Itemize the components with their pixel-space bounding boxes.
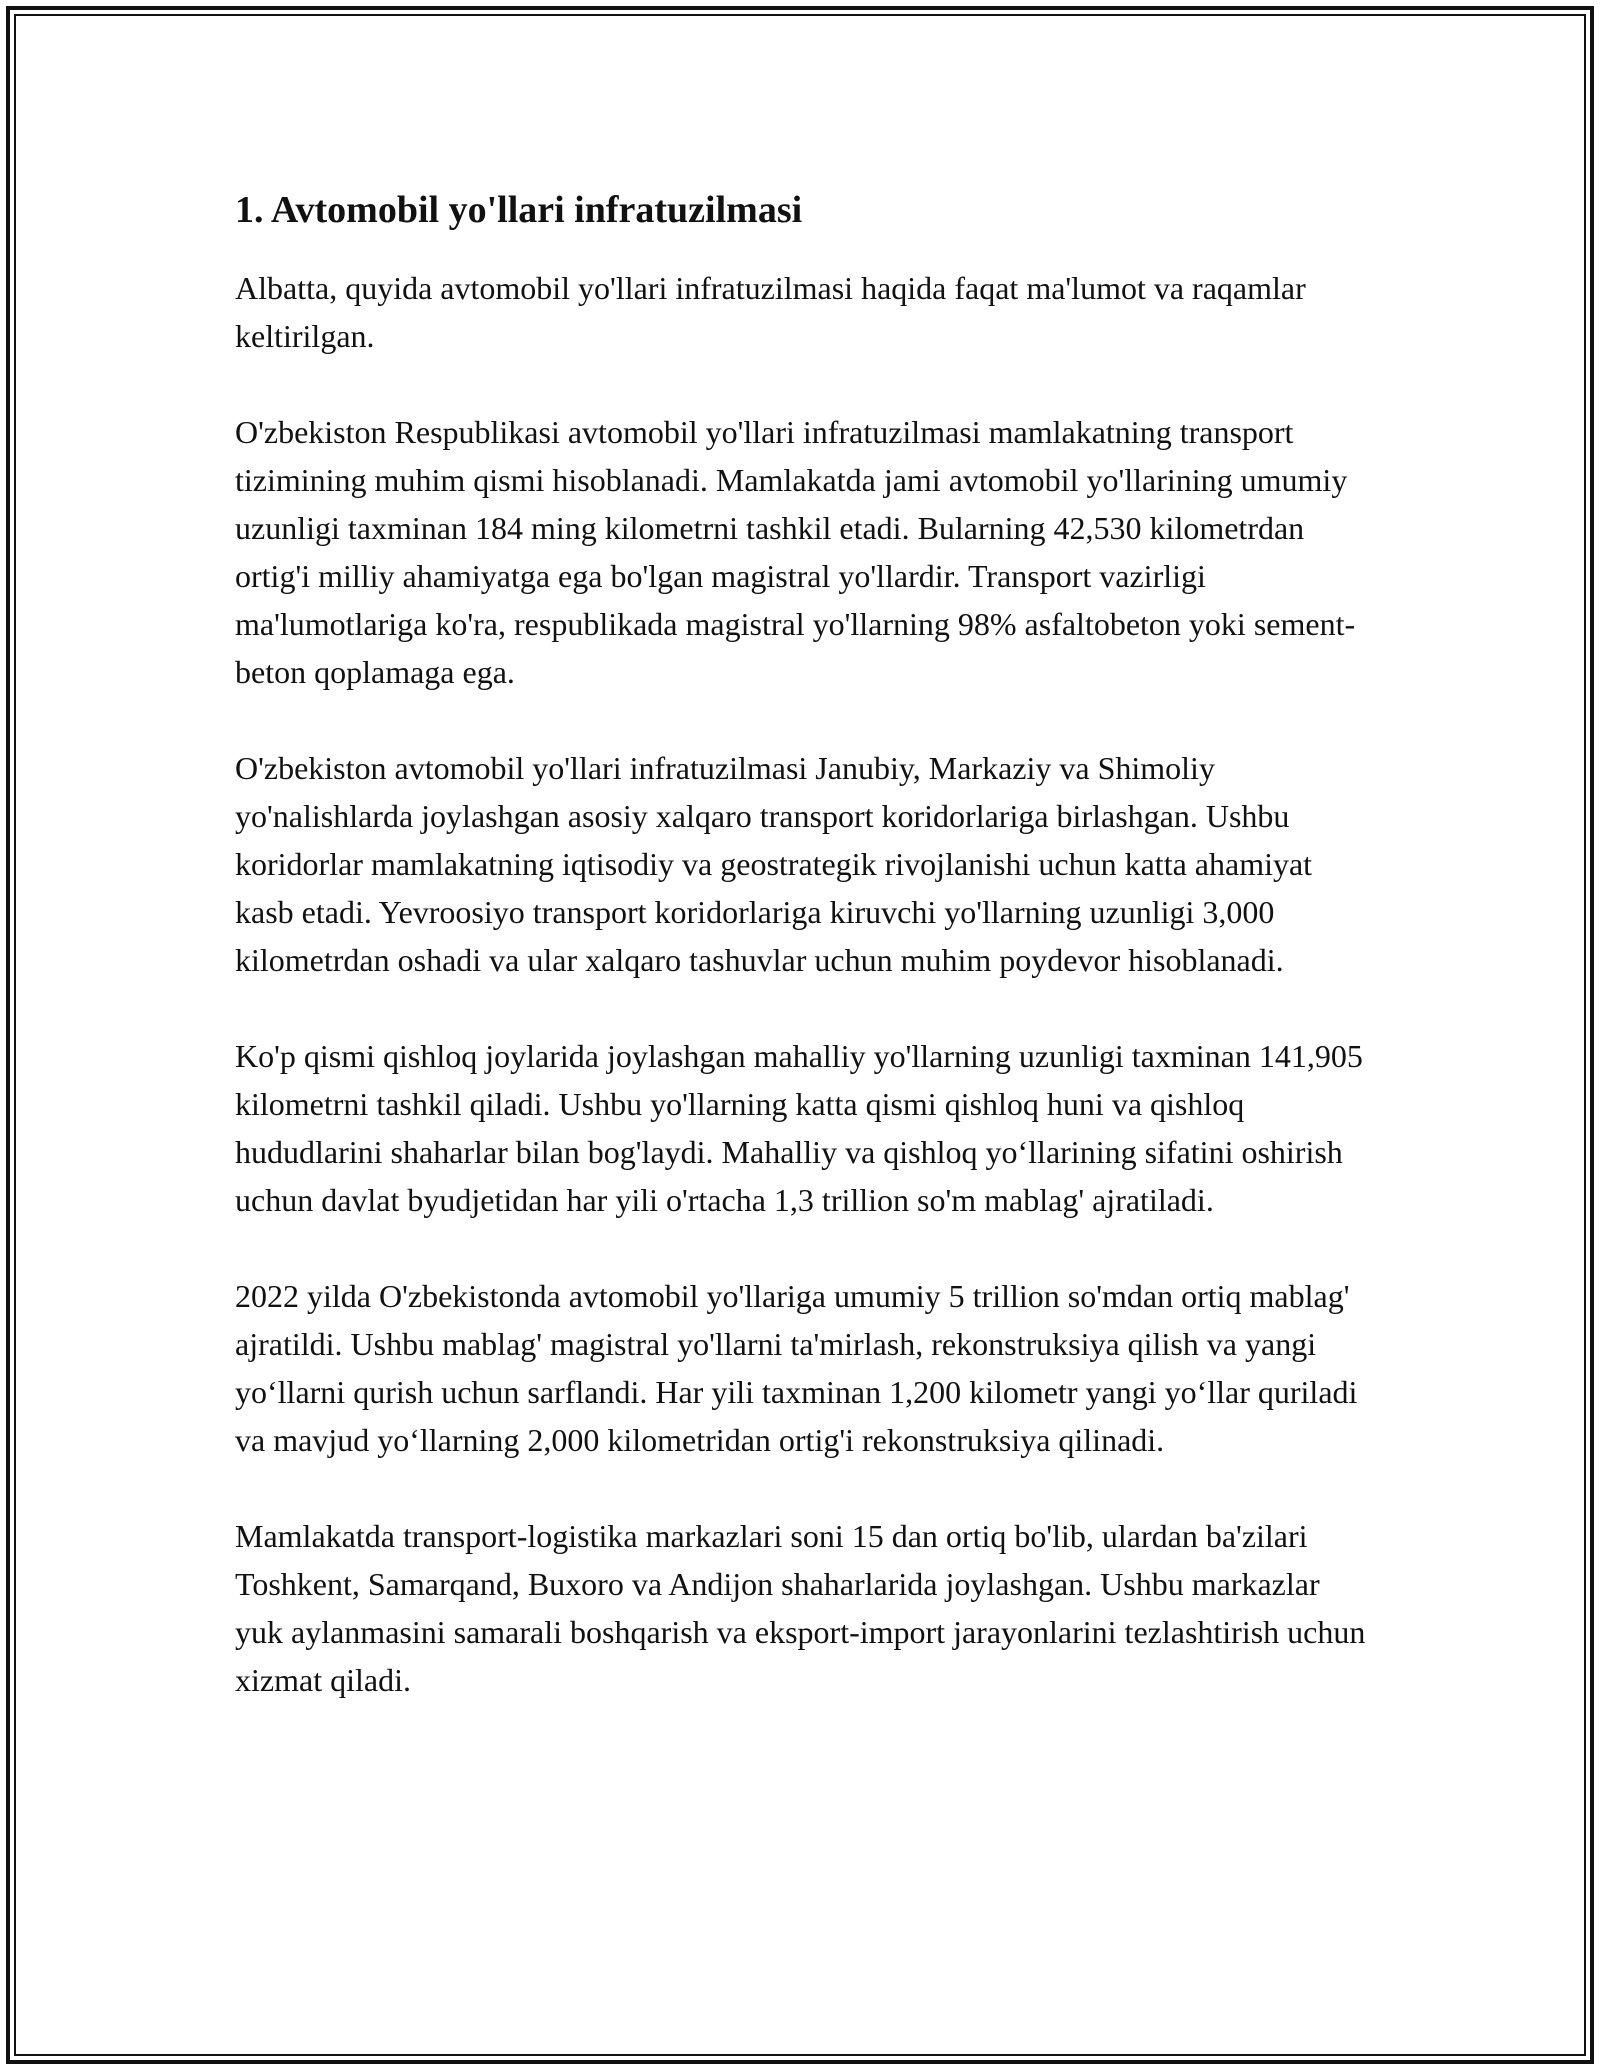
section-heading: 1. Avtomobil yo'llari infratuzilmasi bbox=[235, 189, 803, 231]
paragraph-funding-2022: 2022 yilda O'zbekistonda avtomobil yo'llariga umumiy 5 trillion so'mdan ortiq mablag' ajratildi. Ushbu mablag' magistral yo'llarni ta'mirlash, rekonstruksiya qilish va yangi yo‘llarni qurish uchun sarflandi. Har yili taxminan 1,200 kilometr yangi yo‘llar quriladi va mavjud yo‘llarning 2,000 kilometridan ortig'i rekonstruksiya qilinadi. bbox=[235, 1278, 1358, 1458]
paragraph-local-roads: Ko'p qismi qishloq joylarida joylashgan mahalliy yo'llarning uzunligi taxminan 141,905 kilometrni tashkil qiladi. Ushbu yo'llarning katta qismi qishloq huni va qishloq hududlarini shaharlar bilan bog'laydi. Mahalliy va qishloq yo‘llarining sifatini oshirish uchun davlat byudjetidan har yili o'rtacha 1,3 trillion so'm mablag' ajratiladi. bbox=[235, 1038, 1363, 1218]
paragraph-intro: Albatta, quyida avtomobil yo'llari infratuzilmasi haqida faqat ma'lumot va raqamlar keltirilgan. bbox=[235, 270, 1306, 354]
document-body bbox=[235, 186, 1375, 1752]
paragraph-road-network: O'zbekiston Respublikasi avtomobil yo'llari infratuzilmasi mamlakatning transport tizimining muhim qismi hisoblanadi. Mamlakatda jami avtomobil yo'llarining umumiy uzunligi taxminan 184 ming kilometrni tashkil etadi. Bularning 42,530 kilometrdan ortig'i milliy ahamiyatga ega bo'lgan magistral yo'llardir. Transport vazirligi ma'lumotlariga ko'ra, respublikada magistral yo'llarning 98% asfaltobeton yoki sement-beton qoplamaga ega. bbox=[235, 414, 1356, 690]
paragraph-logistics-centers: Mamlakatda transport-logistika markazlari soni 15 dan ortiq bo'lib, ulardan ba'zilari Toshkent, Samarqand, Buxoro va Andijon shaharlarida joylashgan. Ushbu markazlar yuk aylanmasini samarali boshqarish va eksport-import jarayonlarini tezlashtirish uchun xizmat qiladi. bbox=[235, 1518, 1366, 1698]
paragraph-transport-corridors: O'zbekiston avtomobil yo'llari infratuzilmasi Janubiy, Markaziy va Shimoliy yo'nalishlarda joylashgan asosiy xalqaro transport koridorlariga birlashgan. Ushbu koridorlar mamlakatning iqtisodiy va geostrategik rivojlanishi uchun katta ahamiyat kasb etadi. Yevroosiyo transport koridorlariga kiruvchi yo'llarning uzunligi 3,000 kilometrdan oshadi va ular xalqaro tashuvlar uchun muhim poydevor hisoblanadi. bbox=[235, 750, 1313, 978]
